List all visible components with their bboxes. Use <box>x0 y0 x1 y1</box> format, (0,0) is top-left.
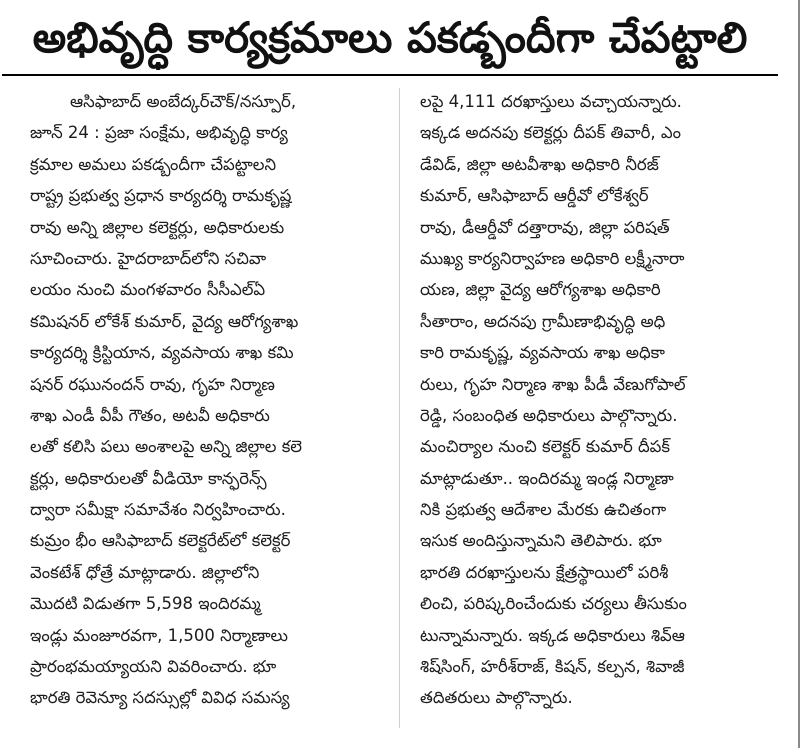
article-text-line: తదితరులు పాల్గొన్నారు. <box>420 688 573 708</box>
article-text-line: కుమార్, ఆసిఫాబాద్ ఆర్డీవో లోకేశ్వర్ <box>420 186 649 206</box>
article-text-line: నికి ప్రభుత్వ ఆదేశాల మేరకు ఉచితంగా <box>420 500 667 520</box>
article-text-line: కమిషనర్ లోకేశ్ కుమార్, వైద్య ఆరోగ్యశాఖ <box>30 311 299 331</box>
article-text-line: యణ, జిల్లా వైద్య ఆరోగ్యశాఖ అధికారి <box>420 280 661 300</box>
article-text-line: మంచిర్యాల నుంచి కలెక్టర్ కుమార్ దీపక్ <box>420 437 671 457</box>
article-text-line: లించి, పరిష్కరించేందుకు చర్యలు తీసుకుం <box>420 594 687 614</box>
article-text-line: డేవిడ్, జిల్లా అటవీశాఖ అధికారి నీరజ్ <box>420 154 659 174</box>
article-text-line: క్రమాల అమలు పకడ్బందీగా చేపట్టాలని <box>30 154 277 174</box>
article-text-line: వెంకటేశ్ ధోత్రే మాట్లాడారు. జిల్లాలోని <box>30 562 260 582</box>
article-text-line: శాఖ ఎండీ వీపీ గౌతం, అటవీ అధికారు <box>30 405 270 425</box>
article-column-left <box>30 86 385 714</box>
article-text-line: ముఖ్య కార్యనిర్వాహణ అధికారి లక్ష్మీనారా <box>420 248 685 268</box>
article-text-line: కారి రామకృష్ణ, వ్యవసాయ శాఖ అధికా <box>420 343 665 363</box>
article-text-line: ఇసుక అందిస్తున్నామని తెలిపారు. భూ <box>420 531 662 551</box>
article-text-line: సీతారాం, అదనపు గ్రామీణాభివృద్ధి అధి <box>420 311 666 331</box>
article-text-line: లపై 4,111 దరఖాస్తులు వచ్చాయన్నారు. <box>420 92 682 111</box>
column-divider <box>399 88 400 728</box>
article-text-line: రావు అన్ని జిల్లాల కలెక్టర్లు, అధికారులకు <box>30 217 285 237</box>
article-text-line: రులు, గృహ నిర్మాణ శాఖ పీడీ వేణుగోపాల్ <box>420 374 686 394</box>
article-text-line: రాష్ట్ర ప్రభుత్వ ప్రధాన కార్యదర్శి రామకృష్ణ <box>30 186 292 206</box>
article-text-line: ఇండ్లు మంజూరవగా, 1,500 నిర్మాణాలు <box>30 625 288 645</box>
article-text-line: రెడ్డి, సంబంధిత అధికారులు పాల్గొన్నారు. <box>420 405 678 425</box>
article-text-line: కుమ్రం భీం ఆసిఫాబాద్ కలెక్టరేట్‌లో కలెక్టర్ <box>30 531 291 551</box>
article-text-line: మాట్లాడుతూ.. ఇందిరమ్మ ఇండ్ల నిర్మాణా <box>420 468 674 488</box>
article-text-line: భారతి రెవెన్యూ సదస్సుల్లో వివిధ సమస్య <box>30 688 290 708</box>
article-text-line: జూన్ 24 : ప్రజా సంక్షేమ, అభివృద్ధి కార్య <box>30 123 288 143</box>
article-text-line: సూచించారు. హైదరాబాద్‌లోని సచివా <box>30 248 267 268</box>
article-text-line: షనర్ రఘునందన్ రావు, గృహ నిర్మాణ <box>30 374 275 394</box>
article-text-line: మొదటి విడుతగా 5,598 ఇందిరమ్మ <box>30 594 261 614</box>
article-text-line: క్టర్లు, అధికారులతో వీడియో కాన్ఫరెన్స్ <box>30 468 267 488</box>
article-column-right <box>420 86 775 714</box>
article-text-line: కార్యదర్శి క్రిస్టియాన, వ్యవసాయ శాఖ కమి <box>30 343 294 363</box>
headline: అభివృద్ధి కార్యక్రమాలు పకడ్బందీగా చేపట్టాలి <box>32 13 748 62</box>
article-text-line: రావు, డీఆర్డీవో దత్తారావు, జిల్లా పరిషత్ <box>420 217 670 237</box>
headline-divider <box>2 74 778 76</box>
article-text-line: భారతి దరఖాస్తులను క్షేత్రస్థాయిలో పరిశీ <box>420 562 669 582</box>
article-text-line: ఆసిఫాబాద్ అంబేద్కర్‌చౌక్/నస్పూర్, <box>70 92 297 111</box>
article-text-line: ఇక్కడ అదనపు కలెక్టర్లు దీపక్ తివారీ, ఎం <box>420 123 682 143</box>
article-text-line: ప్రారంభమయ్యాయని వివరించారు. భూ <box>30 657 277 677</box>
article-text-line: టున్నామన్నారు. ఇక్కడ అధికారులు శివ్‌ఆ <box>420 625 685 645</box>
article-text-line: లయం నుంచి మంగళవారం సీసీఎల్‌ఏ <box>30 280 266 300</box>
article-text-line: ద్వారా సమీక్షా సమావేశం నిర్వహించారు. <box>30 500 286 520</box>
article-text-line: లతో కలిసి పలు అంశాలపై అన్ని జిల్లాల కలె <box>30 437 303 457</box>
article-text-line: శిష్‌సింగ్, హరీశ్‌రాజ్, కిషన్, కల్పన, శివాజీ <box>420 657 685 677</box>
